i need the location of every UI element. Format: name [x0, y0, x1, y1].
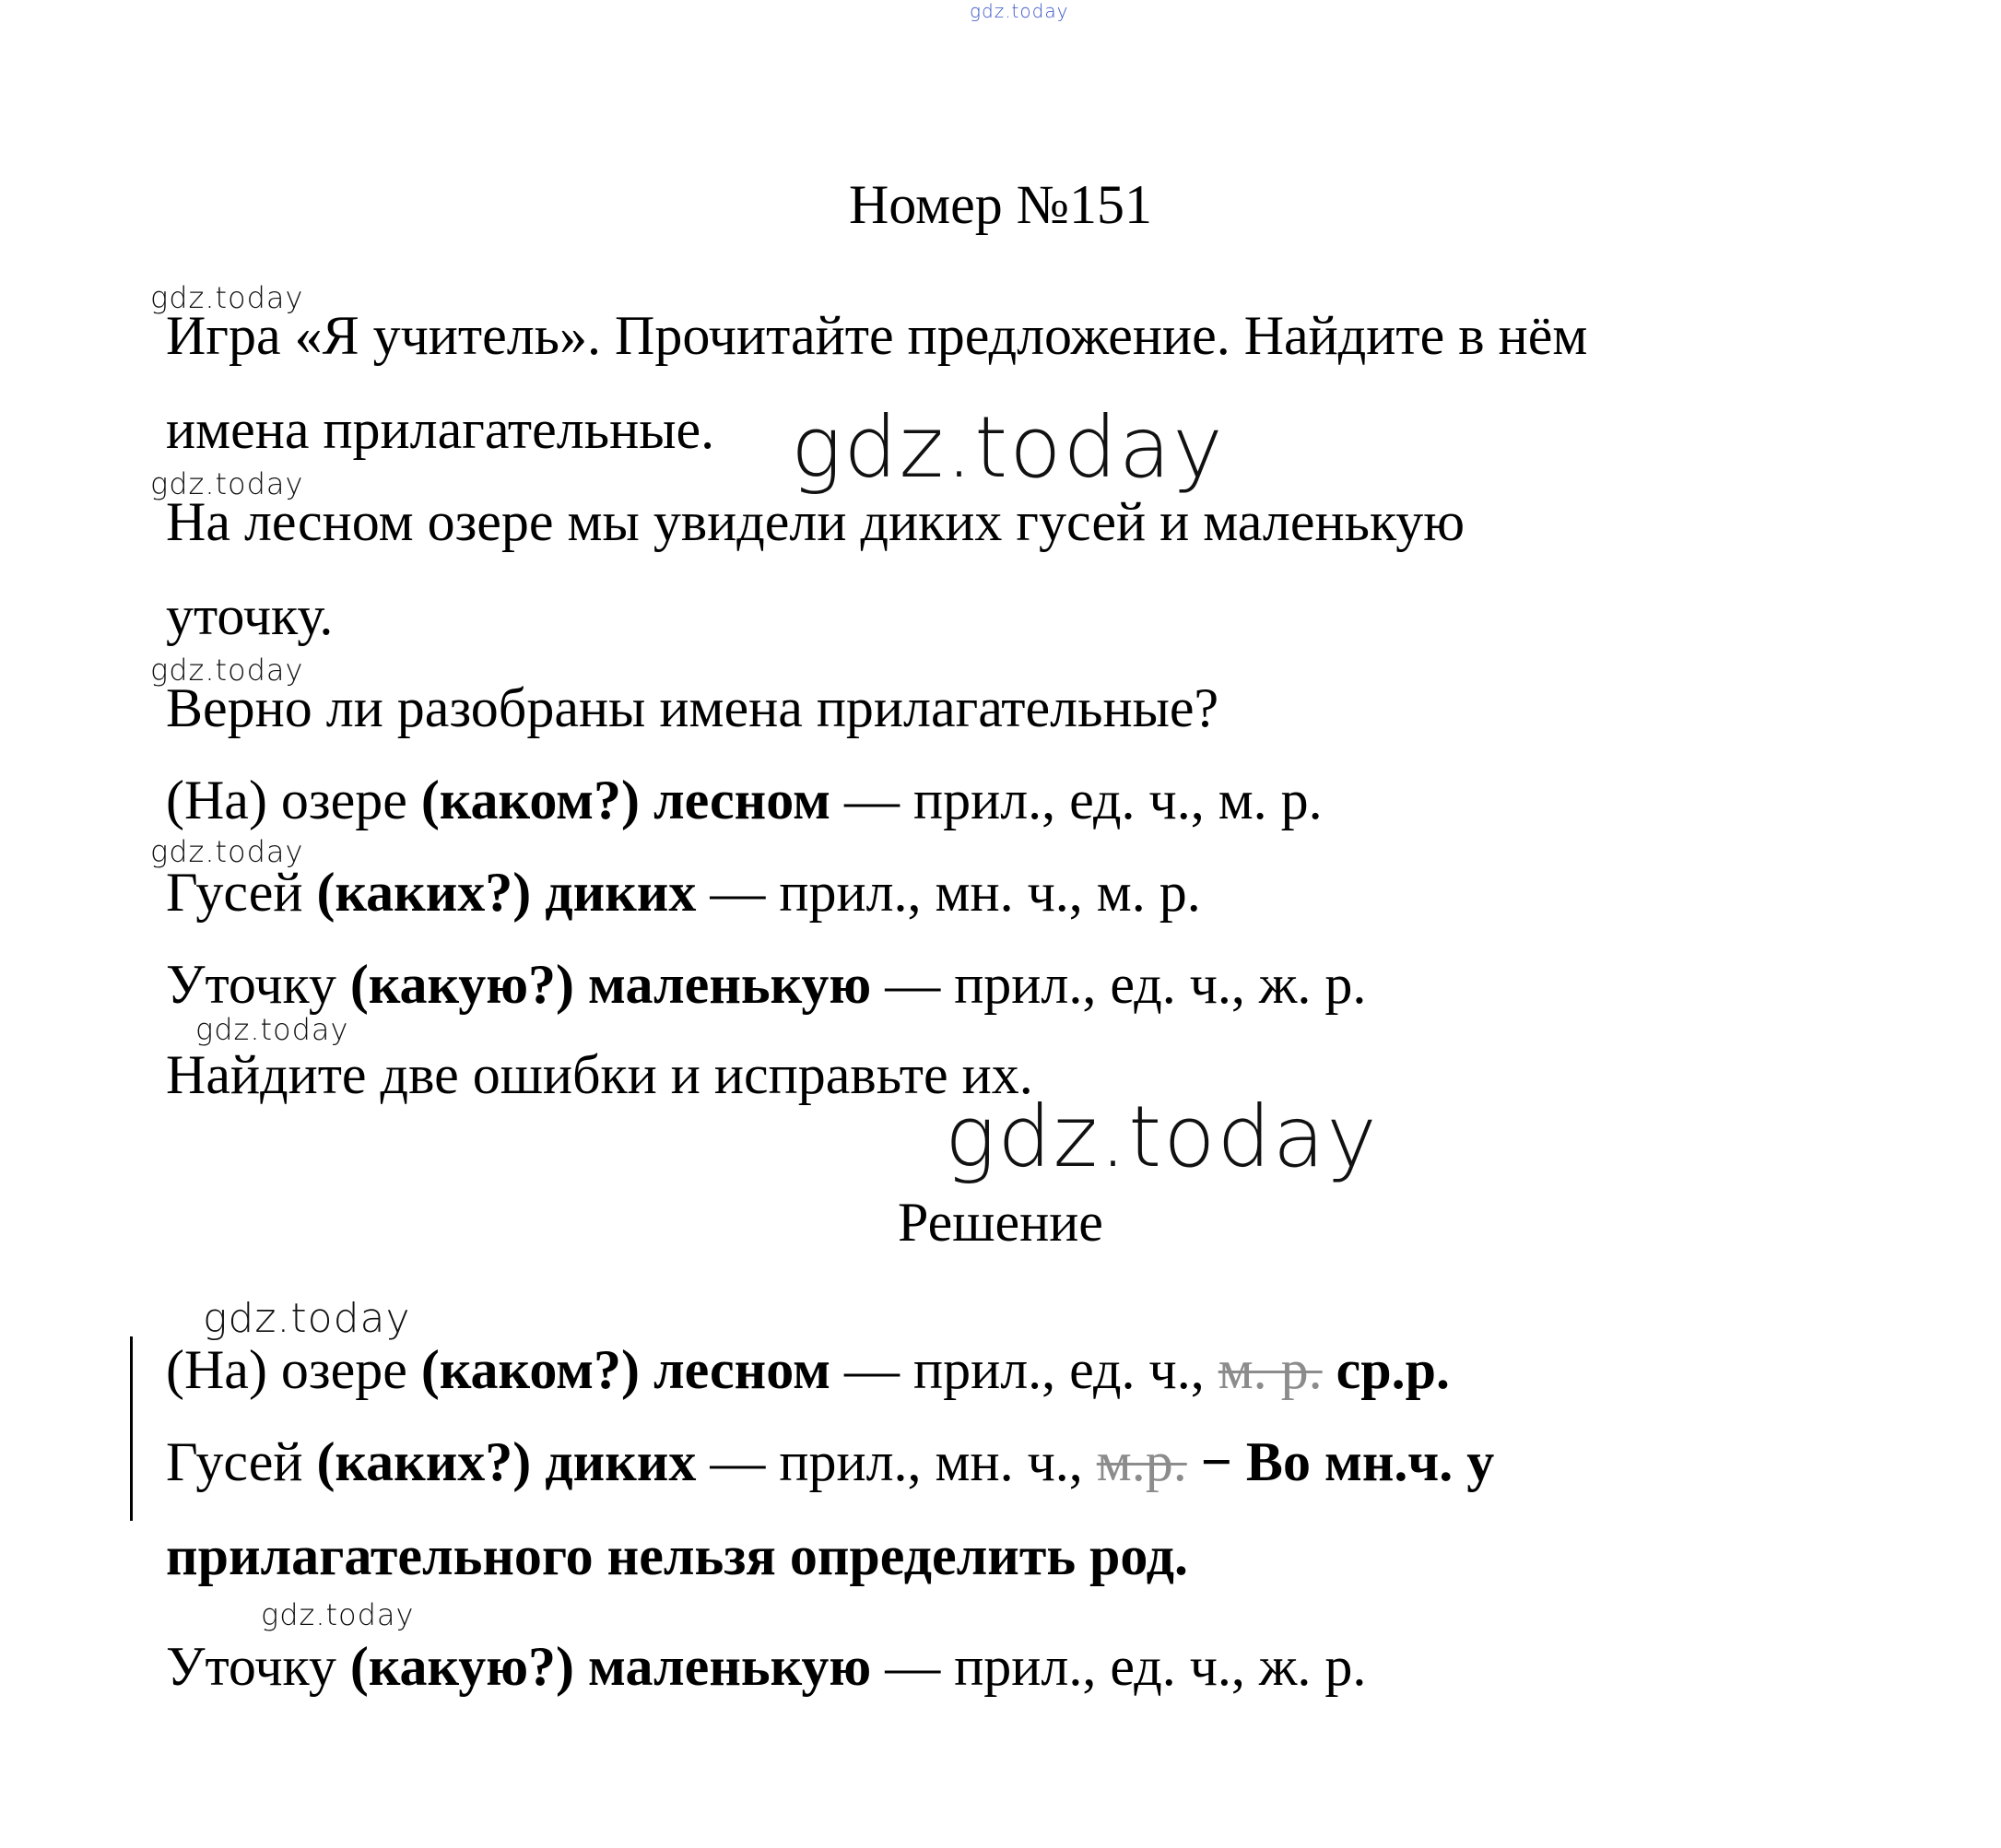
watermark: gdz.today — [195, 1012, 349, 1047]
correction: − Во мн.ч. у — [1186, 1431, 1495, 1492]
task-item: Уточку (какую?) маленькую — прил., ед. ч., ж. р. — [166, 954, 1367, 1015]
task-line: имена прилагательные. — [166, 399, 715, 460]
struck-text: м.р. — [1096, 1431, 1187, 1492]
task-sentence: уточку. — [166, 585, 334, 646]
watermark-top: gdz.today — [970, 0, 1069, 22]
watermark: gdz.today — [203, 1295, 411, 1342]
watermark: gdz.today — [261, 1597, 415, 1632]
watermark-large: gdz.today — [791, 398, 1225, 497]
solution-title: Решение — [898, 1192, 1103, 1253]
solution-line: Уточку (какую?) маленькую — прил., ед. ч., ж. р. — [166, 1636, 1367, 1697]
solution-line: Гусей (каких?) диких — прил., мн. ч., м.р. − Во мн.ч. у — [166, 1431, 1495, 1492]
margin-bar — [130, 1336, 133, 1521]
watermark: gdz.today — [150, 466, 304, 501]
watermark-large: gdz.today — [945, 1088, 1379, 1186]
task-instruction: Найдите две ошибки и исправьте их. — [166, 1044, 1033, 1105]
task-item: (На) озере (каком?) лесном — прил., ед. ч., м. р. — [166, 770, 1323, 830]
watermark: gdz.today — [150, 834, 304, 869]
correction: ср.р. — [1322, 1339, 1451, 1400]
task-line: Игра «Я учитель». Прочитайте предложение. Найдите в нём — [166, 305, 1588, 366]
watermark: gdz.today — [150, 653, 304, 688]
solution-line: прилагательного нельзя определить род. — [166, 1525, 1189, 1586]
task-question: Верно ли разобраны имена прилагательные? — [166, 677, 1219, 738]
task-item: Гусей (каких?) диких — прил., мн. ч., м. р. — [166, 862, 1201, 923]
struck-text: м. р. — [1218, 1339, 1323, 1400]
watermark: gdz.today — [150, 280, 304, 315]
solution-line: (На) озере (каком?) лесном — прил., ед. ч., м. р. ср.р. — [166, 1339, 1451, 1400]
task-sentence: На лесном озере мы увидели диких гусей и маленькую — [166, 491, 1465, 552]
page-title: Номер №151 — [848, 174, 1153, 235]
